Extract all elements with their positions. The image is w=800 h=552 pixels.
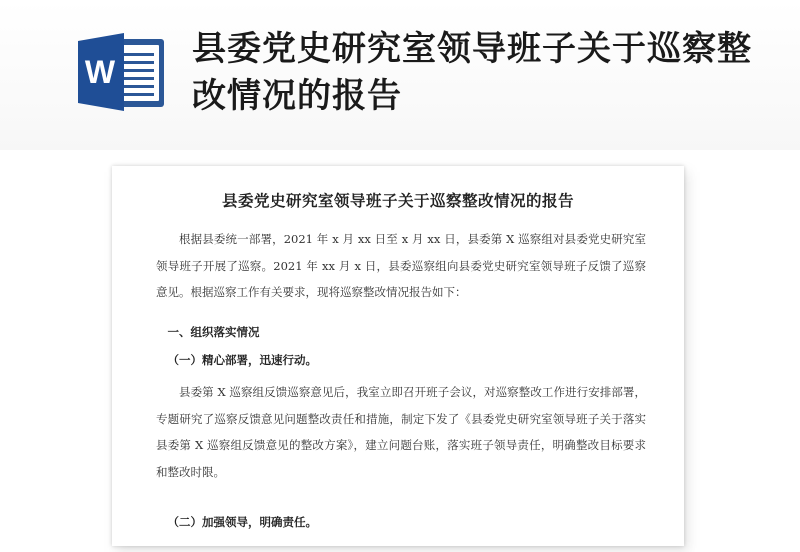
subsection-heading: （二）加强领导，明确责任。 <box>167 515 317 529</box>
document-paragraph: 县委第 X 巡察组反馈巡察意见后，我室立即召开班子会议，对巡察整改工作进行安排部署，专题研究了巡察反馈意见问题整改责任和措施，制定下发了《县委党史研究室领导班子关于落实县委第 X 巡察组反馈意见的整改方案》，建立问题台账，落实班子领导责任，明确整改目标要求和整改时限。 <box>156 385 646 479</box>
section-heading: 一、组织落实情况 <box>167 325 260 339</box>
word-document-icon <box>76 33 166 111</box>
subsection-heading: （一）精心部署，迅速行动。 <box>167 353 317 367</box>
header-banner <box>0 0 800 150</box>
document-paragraph: 根据县委统一部署，2021 年 x 月 xx 日至 x 月 xx 日，县委第 X 巡察组对县委党史研究室领导班子开展了巡察。2021 年 xx 月 x 日，县委巡察组向县委党史研究室领导班子反馈了巡察意见。根据巡察工作有关要求，现将巡察整改情况报告如下： <box>156 232 646 299</box>
svg-text:W: W <box>84 54 116 90</box>
page-title: 县委党史研究室领导班子关于巡察整改情况的报告 <box>192 29 752 116</box>
document-title: 县委党史研究室领导班子关于巡察整改情况的报告 <box>221 191 574 210</box>
document-page <box>112 166 684 546</box>
